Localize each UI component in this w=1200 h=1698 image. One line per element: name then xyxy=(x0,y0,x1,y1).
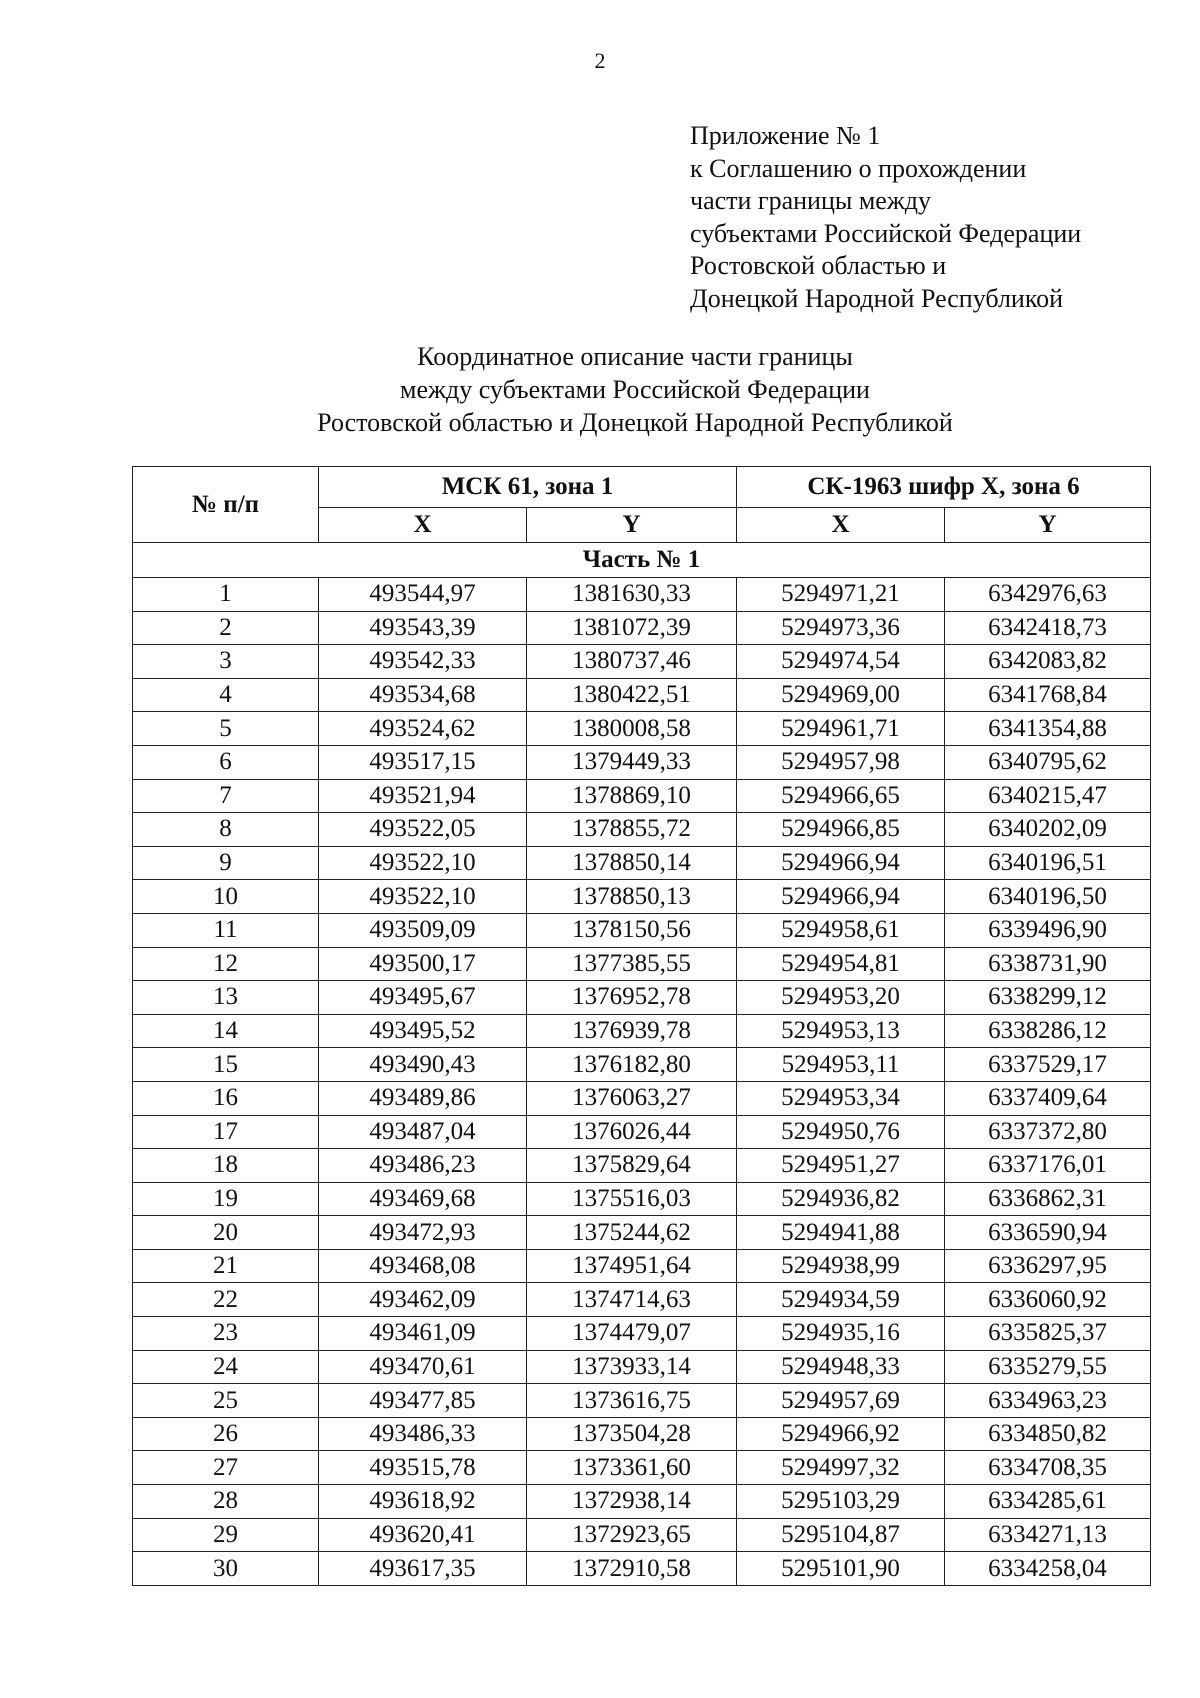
cell-sk-x: 5295101,90 xyxy=(737,1552,945,1586)
cell-number: 21 xyxy=(133,1249,319,1283)
table-row xyxy=(133,1384,1151,1418)
table-row xyxy=(133,947,1151,981)
cell-sk-y: 6337409,64 xyxy=(945,1081,1151,1115)
table-row xyxy=(133,645,1151,679)
cell-sk-x: 5294941,88 xyxy=(737,1216,945,1250)
appendix-line: субъектами Российской Федерации xyxy=(690,218,1082,248)
cell-sk-x: 5294966,92 xyxy=(737,1417,945,1451)
part-row xyxy=(133,543,1151,578)
cell-sk-x: 5294951,27 xyxy=(737,1149,945,1183)
cell-msk-x: 493470,61 xyxy=(319,1350,527,1384)
table-row xyxy=(133,981,1151,1015)
cell-sk-x: 5294961,71 xyxy=(737,712,945,746)
cell-msk-x: 493517,15 xyxy=(319,745,527,779)
cell-number: 28 xyxy=(133,1485,319,1519)
cell-sk-y: 6341768,84 xyxy=(945,678,1151,712)
cell-msk-x: 493542,33 xyxy=(319,645,527,679)
cell-msk-y: 1372910,58 xyxy=(527,1552,737,1586)
cell-msk-x: 493461,09 xyxy=(319,1317,527,1351)
table-row xyxy=(133,1216,1151,1250)
cell-number: 23 xyxy=(133,1317,319,1351)
cell-sk-x: 5294953,11 xyxy=(737,1048,945,1082)
cell-number: 15 xyxy=(133,1048,319,1082)
cell-sk-x: 5294966,94 xyxy=(737,880,945,914)
cell-sk-x: 5294954,81 xyxy=(737,947,945,981)
cell-msk-x: 493544,97 xyxy=(319,578,527,612)
cell-msk-x: 493515,78 xyxy=(319,1451,527,1485)
cell-sk-x: 5294958,61 xyxy=(737,913,945,947)
cell-sk-x: 5294966,85 xyxy=(737,813,945,847)
cell-sk-x: 5294966,65 xyxy=(737,779,945,813)
cell-msk-y: 1373361,60 xyxy=(527,1451,737,1485)
cell-sk-y: 6337529,17 xyxy=(945,1048,1151,1082)
cell-msk-x: 493543,39 xyxy=(319,611,527,645)
appendix-line: Ростовской областью и xyxy=(690,251,947,280)
table-row xyxy=(133,578,1151,612)
cell-msk-y: 1376952,78 xyxy=(527,981,737,1015)
cell-sk-x: 5294973,36 xyxy=(737,611,945,645)
cell-sk-x: 5294971,21 xyxy=(737,578,945,612)
cell-sk-y: 6336862,31 xyxy=(945,1182,1151,1216)
title-line: Ростовской областью и Донецкой Народной Республикой xyxy=(317,408,953,437)
cell-sk-x: 5294936,82 xyxy=(737,1182,945,1216)
cell-number: 1 xyxy=(133,578,319,612)
table-row xyxy=(133,745,1151,779)
cell-number: 14 xyxy=(133,1014,319,1048)
cell-sk-y: 6340202,09 xyxy=(945,813,1151,847)
cell-msk-x: 493509,09 xyxy=(319,913,527,947)
table-row xyxy=(133,1149,1151,1183)
cell-msk-y: 1380422,51 xyxy=(527,678,737,712)
cell-number: 6 xyxy=(133,745,319,779)
cell-number: 19 xyxy=(133,1182,319,1216)
cell-msk-y: 1378850,13 xyxy=(527,880,737,914)
cell-sk-y: 6334271,13 xyxy=(945,1518,1151,1552)
part-label: Часть № 1 xyxy=(133,543,1151,578)
cell-msk-y: 1376939,78 xyxy=(527,1014,737,1048)
cell-msk-y: 1378850,14 xyxy=(527,846,737,880)
cell-msk-y: 1375829,64 xyxy=(527,1149,737,1183)
cell-sk-y: 6342083,82 xyxy=(945,645,1151,679)
cell-msk-y: 1374714,63 xyxy=(527,1283,737,1317)
cell-msk-x: 493620,41 xyxy=(319,1518,527,1552)
cell-number: 16 xyxy=(133,1081,319,1115)
table-row xyxy=(133,1283,1151,1317)
cell-msk-y: 1373933,14 xyxy=(527,1350,737,1384)
table-row xyxy=(133,1014,1151,1048)
table-row xyxy=(133,611,1151,645)
title-line: Координатное описание части границы xyxy=(417,342,853,371)
table-row xyxy=(133,1417,1151,1451)
cell-msk-y: 1380737,46 xyxy=(527,645,737,679)
table-row xyxy=(133,678,1151,712)
cell-sk-x: 5294966,94 xyxy=(737,846,945,880)
coordinates-table xyxy=(132,466,1151,1586)
cell-number: 27 xyxy=(133,1451,319,1485)
cell-msk-x: 493486,23 xyxy=(319,1149,527,1183)
appendix-line: к Соглашению о прохождении xyxy=(690,153,1027,183)
cell-sk-x: 5294974,54 xyxy=(737,645,945,679)
table-row xyxy=(133,1317,1151,1351)
cell-sk-y: 6334258,04 xyxy=(945,1552,1151,1586)
table-row xyxy=(133,1115,1151,1149)
appendix-line: части границы между xyxy=(690,186,932,215)
cell-sk-x: 5294953,20 xyxy=(737,981,945,1015)
cell-sk-y: 6334850,82 xyxy=(945,1417,1151,1451)
table-row xyxy=(133,1552,1151,1586)
cell-number: 18 xyxy=(133,1149,319,1183)
cell-sk-x: 5294950,76 xyxy=(737,1115,945,1149)
cell-sk-x: 5294934,59 xyxy=(737,1283,945,1317)
cell-msk-x: 493486,33 xyxy=(319,1417,527,1451)
header-sk: СК-1963 шифр X, зона 6 xyxy=(737,467,1151,508)
cell-msk-y: 1374951,64 xyxy=(527,1249,737,1283)
cell-sk-y: 6337372,80 xyxy=(945,1115,1151,1149)
cell-sk-y: 6334963,23 xyxy=(945,1384,1151,1418)
table-row xyxy=(133,913,1151,947)
cell-msk-y: 1379449,33 xyxy=(527,745,737,779)
cell-msk-x: 493522,10 xyxy=(319,880,527,914)
cell-sk-x: 5294953,13 xyxy=(737,1014,945,1048)
cell-number: 8 xyxy=(133,813,319,847)
cell-sk-x: 5294935,16 xyxy=(737,1317,945,1351)
cell-msk-y: 1377385,55 xyxy=(527,947,737,981)
table-row xyxy=(133,813,1151,847)
cell-msk-y: 1376182,80 xyxy=(527,1048,737,1082)
table-row xyxy=(133,880,1151,914)
table-row xyxy=(133,1518,1151,1552)
cell-sk-y: 6338731,90 xyxy=(945,947,1151,981)
cell-msk-x: 493495,67 xyxy=(319,981,527,1015)
cell-msk-y: 1380008,58 xyxy=(527,712,737,746)
cell-number: 13 xyxy=(133,981,319,1015)
cell-msk-x: 493522,05 xyxy=(319,813,527,847)
cell-msk-y: 1375244,62 xyxy=(527,1216,737,1250)
cell-number: 4 xyxy=(133,678,319,712)
cell-sk-y: 6334285,61 xyxy=(945,1485,1151,1519)
header-sk-x: X xyxy=(737,508,945,543)
page-number: 2 xyxy=(594,48,606,73)
cell-sk-y: 6337176,01 xyxy=(945,1149,1151,1183)
cell-msk-x: 493487,04 xyxy=(319,1115,527,1149)
appendix-line: Донецкой Народной Республикой xyxy=(690,283,1064,313)
cell-sk-y: 6341354,88 xyxy=(945,712,1151,746)
table-row xyxy=(133,712,1151,746)
cell-msk-y: 1381630,33 xyxy=(527,578,737,612)
cell-number: 22 xyxy=(133,1283,319,1317)
cell-msk-x: 493524,62 xyxy=(319,712,527,746)
cell-msk-y: 1375516,03 xyxy=(527,1182,737,1216)
cell-number: 25 xyxy=(133,1384,319,1418)
cell-number: 26 xyxy=(133,1417,319,1451)
cell-msk-y: 1376026,44 xyxy=(527,1115,737,1149)
cell-sk-y: 6340196,51 xyxy=(945,846,1151,880)
cell-msk-y: 1378855,72 xyxy=(527,813,737,847)
cell-sk-x: 5295104,87 xyxy=(737,1518,945,1552)
cell-msk-x: 493500,17 xyxy=(319,947,527,981)
cell-sk-x: 5294997,32 xyxy=(737,1451,945,1485)
cell-msk-y: 1372923,65 xyxy=(527,1518,737,1552)
table-row xyxy=(133,1485,1151,1519)
cell-msk-x: 493521,94 xyxy=(319,779,527,813)
cell-msk-x: 493534,68 xyxy=(319,678,527,712)
cell-number: 7 xyxy=(133,779,319,813)
appendix-block xyxy=(690,120,1081,315)
cell-msk-x: 493495,52 xyxy=(319,1014,527,1048)
table-row xyxy=(133,1249,1151,1283)
cell-sk-y: 6336297,95 xyxy=(945,1249,1151,1283)
cell-msk-x: 493472,93 xyxy=(319,1216,527,1250)
cell-number: 9 xyxy=(133,846,319,880)
table-row xyxy=(133,1182,1151,1216)
cell-sk-y: 6335279,55 xyxy=(945,1350,1151,1384)
cell-number: 24 xyxy=(133,1350,319,1384)
cell-number: 12 xyxy=(133,947,319,981)
cell-number: 5 xyxy=(133,712,319,746)
cell-number: 11 xyxy=(133,913,319,947)
cell-msk-y: 1381072,39 xyxy=(527,611,737,645)
table-row xyxy=(133,1081,1151,1115)
cell-number: 3 xyxy=(133,645,319,679)
header-msk-y: Y xyxy=(527,508,737,543)
cell-sk-x: 5294957,69 xyxy=(737,1384,945,1418)
cell-sk-x: 5294948,33 xyxy=(737,1350,945,1384)
cell-msk-y: 1373504,28 xyxy=(527,1417,737,1451)
table-row xyxy=(133,1451,1151,1485)
cell-sk-y: 6340196,50 xyxy=(945,880,1151,914)
header-sk-y: Y xyxy=(945,508,1151,543)
table-row xyxy=(133,846,1151,880)
cell-sk-x: 5294953,34 xyxy=(737,1081,945,1115)
appendix-line: Приложение № 1 xyxy=(690,121,881,150)
cell-msk-y: 1373616,75 xyxy=(527,1384,737,1418)
cell-number: 30 xyxy=(133,1552,319,1586)
cell-number: 2 xyxy=(133,611,319,645)
cell-msk-x: 493462,09 xyxy=(319,1283,527,1317)
table-header-row xyxy=(133,467,1151,508)
cell-msk-x: 493490,43 xyxy=(319,1048,527,1082)
cell-msk-x: 493618,92 xyxy=(319,1485,527,1519)
cell-number: 29 xyxy=(133,1518,319,1552)
cell-msk-x: 493522,10 xyxy=(319,846,527,880)
cell-msk-x: 493468,08 xyxy=(319,1249,527,1283)
header-msk: МСК 61, зона 1 xyxy=(319,467,737,508)
cell-sk-x: 5295103,29 xyxy=(737,1485,945,1519)
cell-sk-y: 6334708,35 xyxy=(945,1451,1151,1485)
title-line: между субъектами Российской Федерации xyxy=(400,375,870,404)
cell-sk-y: 6338286,12 xyxy=(945,1014,1151,1048)
cell-number: 10 xyxy=(133,880,319,914)
cell-sk-y: 6335825,37 xyxy=(945,1317,1151,1351)
cell-msk-x: 493489,86 xyxy=(319,1081,527,1115)
cell-sk-y: 6336590,94 xyxy=(945,1216,1151,1250)
cell-msk-y: 1378150,56 xyxy=(527,913,737,947)
cell-sk-y: 6339496,90 xyxy=(945,913,1151,947)
cell-msk-y: 1374479,07 xyxy=(527,1317,737,1351)
cell-msk-y: 1372938,14 xyxy=(527,1485,737,1519)
cell-msk-x: 493469,68 xyxy=(319,1182,527,1216)
cell-number: 17 xyxy=(133,1115,319,1149)
header-msk-x: X xyxy=(319,508,527,543)
cell-sk-y: 6338299,12 xyxy=(945,981,1151,1015)
table-row xyxy=(133,1048,1151,1082)
table-row xyxy=(133,779,1151,813)
header-number: № п/п xyxy=(133,467,319,543)
cell-msk-y: 1378869,10 xyxy=(527,779,737,813)
cell-sk-y: 6340215,47 xyxy=(945,779,1151,813)
cell-number: 20 xyxy=(133,1216,319,1250)
cell-sk-x: 5294957,98 xyxy=(737,745,945,779)
cell-sk-x: 5294969,00 xyxy=(737,678,945,712)
cell-sk-y: 6336060,92 xyxy=(945,1283,1151,1317)
table-row xyxy=(133,1350,1151,1384)
cell-sk-y: 6342418,73 xyxy=(945,611,1151,645)
cell-msk-y: 1376063,27 xyxy=(527,1081,737,1115)
cell-sk-x: 5294938,99 xyxy=(737,1249,945,1283)
cell-msk-x: 493477,85 xyxy=(319,1384,527,1418)
document-title xyxy=(130,340,1140,439)
cell-sk-y: 6340795,62 xyxy=(945,745,1151,779)
cell-msk-x: 493617,35 xyxy=(319,1552,527,1586)
cell-sk-y: 6342976,63 xyxy=(945,578,1151,612)
